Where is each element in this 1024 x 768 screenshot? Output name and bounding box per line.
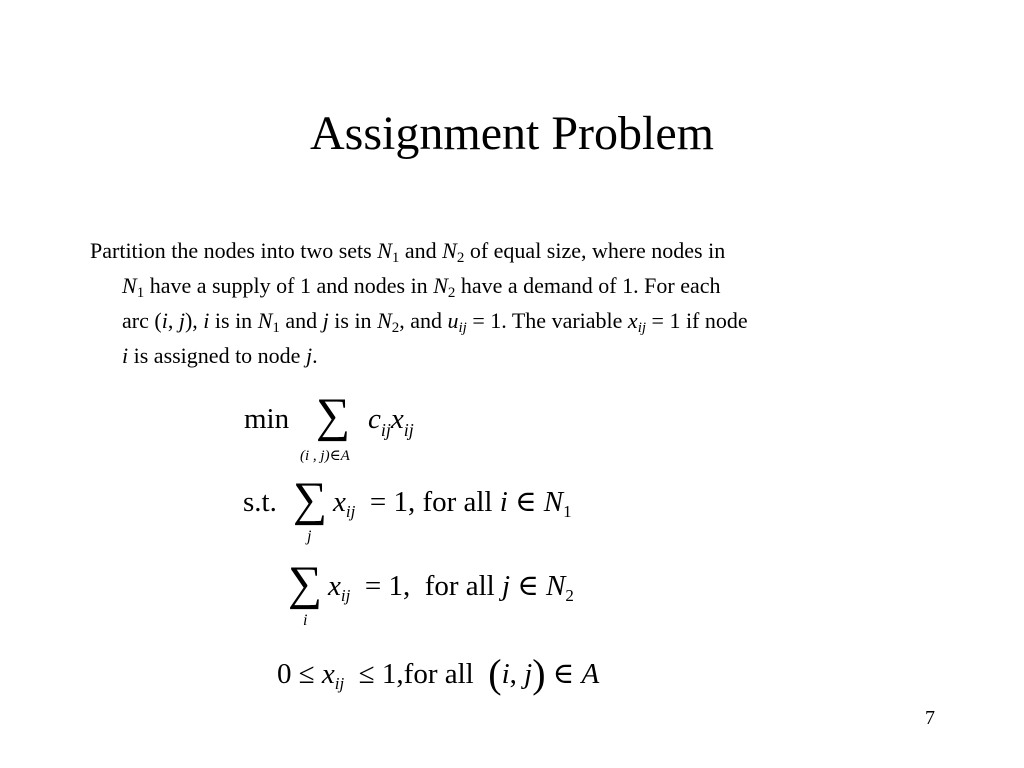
min-label: min bbox=[244, 403, 290, 435]
demand-constraint-expr: $x_{ij} = 1$, for all j ∈ $N_2$ bbox=[328, 570, 574, 605]
slide-title: Assignment Problem bbox=[310, 107, 714, 160]
sum-index-j: j bbox=[307, 528, 312, 545]
sum-index-arcs: (i , j)∈A bbox=[300, 448, 350, 464]
para-line-2: $N_1$ have a supply of 1 and nodes in $N_2$ have a demand of 1. For each bbox=[122, 273, 721, 301]
objective-term: $c_{ij}x_{ij}$ bbox=[368, 403, 414, 440]
sum-index-i: i bbox=[303, 612, 308, 629]
summation-symbol: ∑ bbox=[288, 557, 323, 610]
summation-symbol: ∑ bbox=[293, 473, 328, 526]
page-number: 7 bbox=[925, 707, 935, 729]
para-line-1: Partition the nodes into two sets $N_1$ and $N_2$ of equal size, where nodes in bbox=[90, 238, 726, 266]
summation-symbol: ∑ bbox=[316, 389, 351, 442]
st-label: s.t. bbox=[243, 486, 277, 518]
bounds-constraint-expr: $0 \le x_{ij} \le 1,for$ all (i, j) ∈ A bbox=[277, 651, 600, 696]
para-line-3: arc (i, j), i is in $N_1$ and j is in $N_2$, and $u_{ij} = 1$. The variable $x_{ij} = 1$ if node bbox=[122, 308, 748, 336]
description-paragraph bbox=[90, 233, 950, 373]
supply-constraint-expr: $x_{ij} = 1$, for all i ∈ $N_1$ bbox=[333, 486, 572, 521]
para-line-4: i is assigned to node j. bbox=[122, 343, 318, 368]
